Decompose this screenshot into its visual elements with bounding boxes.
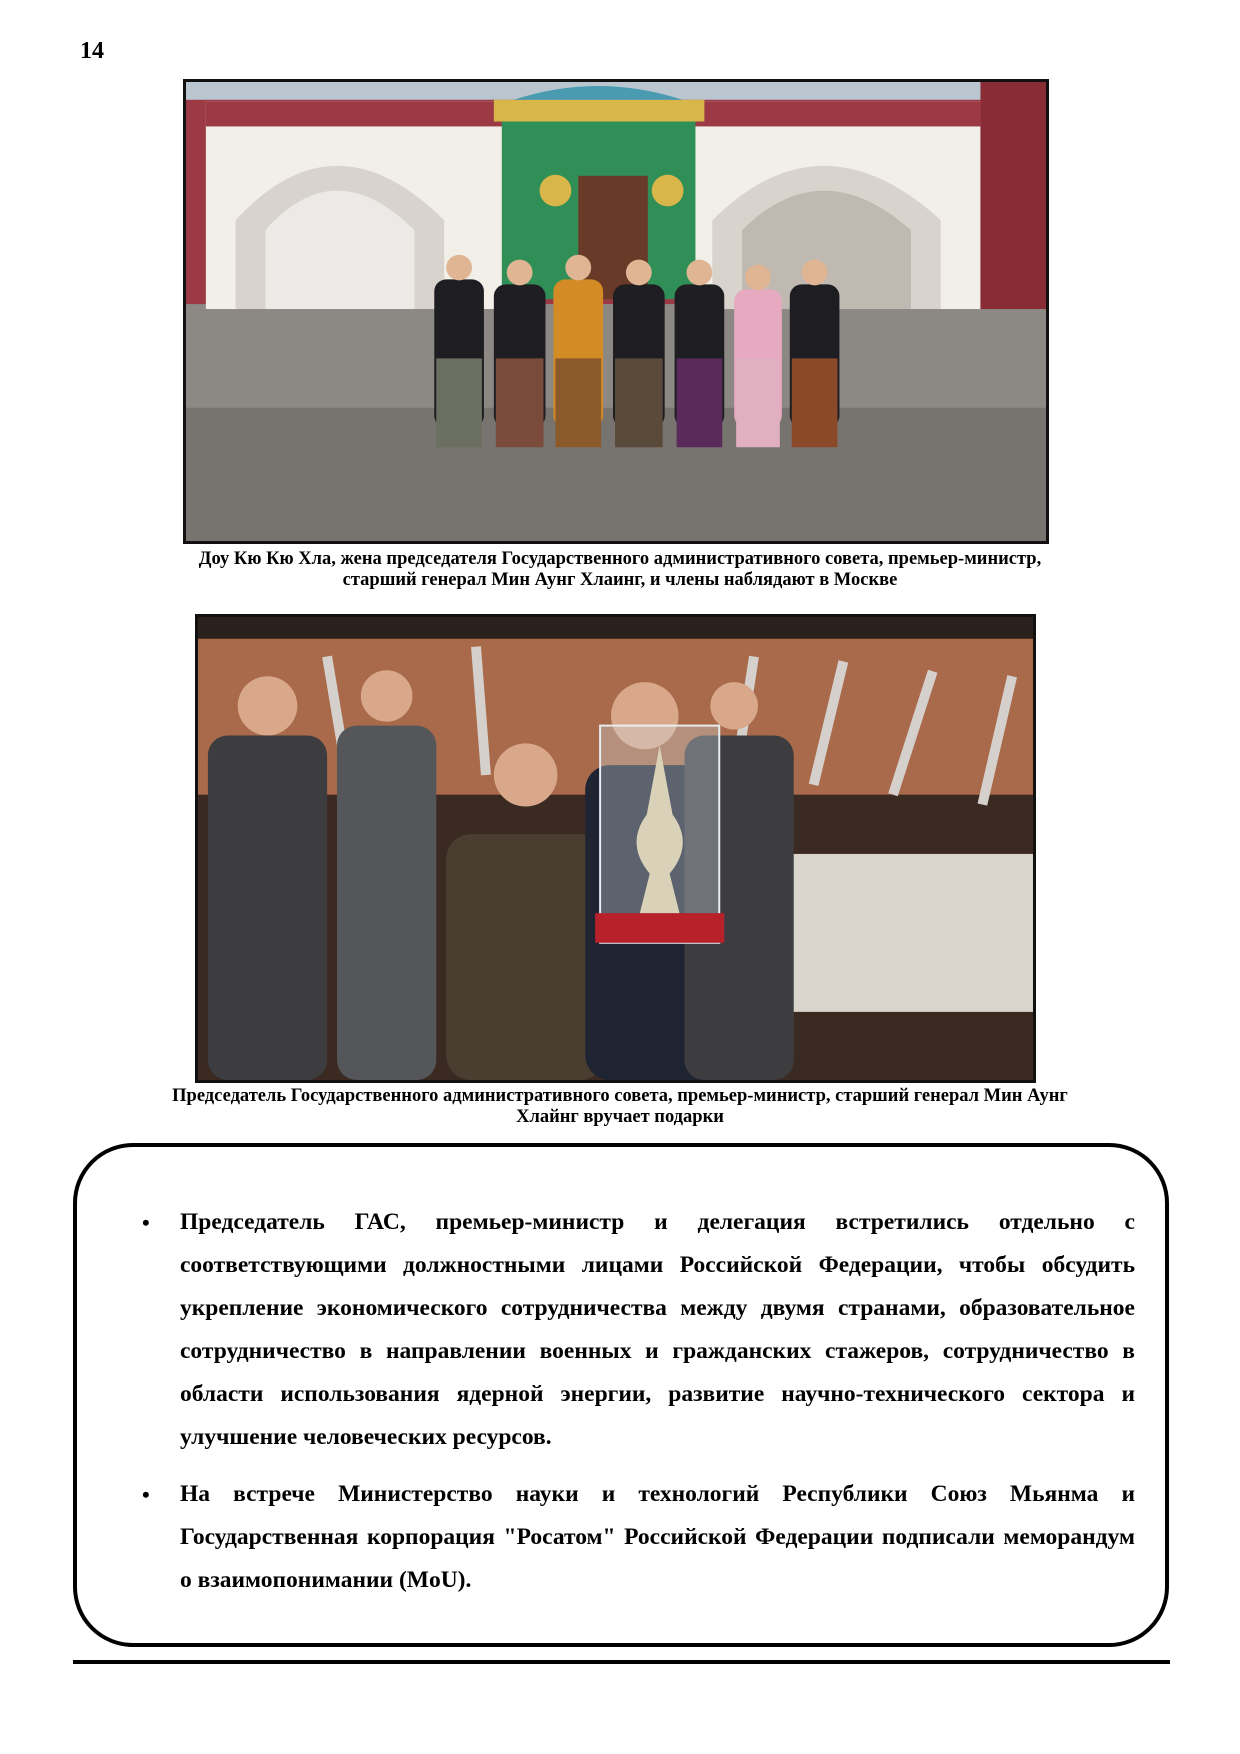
footer-rule — [73, 1660, 1170, 1664]
caption-line: Председатель Государственного административного совета, премьер-министр, старший генерал Мин Аунг — [172, 1086, 1068, 1106]
summary-item-text: На встрече Министерство науки и технологий Республики Союз Мьянма и Государственная корпорация "Росатом" Российской Федерации подписали меморандум о взаимопонимании (MoU). — [180, 1481, 1135, 1593]
caption-line: Доу Кю Кю Хла, жена председателя Государственного административного совета, премьер-министр, — [198, 549, 1042, 569]
summary-list — [142, 1201, 1135, 1602]
summary-item — [142, 1473, 1135, 1602]
photo-gift-presentation — [195, 614, 1036, 1083]
summary-item — [142, 1201, 1135, 1459]
summary-box — [73, 1143, 1169, 1647]
photo-illustration — [198, 617, 1033, 1080]
photo-caption-2 — [80, 1086, 1160, 1128]
page-number: 14 — [80, 38, 104, 64]
photo-illustration — [186, 82, 1046, 541]
bullet-icon: • — [142, 1482, 150, 1507]
caption-line: Хлайнг вручает подарки — [516, 1107, 724, 1127]
photo-caption-1 — [80, 549, 1160, 591]
photo-delegation-wives-moscow — [183, 79, 1049, 544]
caption-line: старший генерал Мин Аунг Хлаинг, и члены наблядают в Москве — [342, 570, 898, 590]
summary-item-text: Председатель ГАС, премьер-министр и делегация встретились отдельно с соответствующими должностными лицами Российской Федерации, чтобы обсудить укрепление экономического сотрудничества между двумя странами, образовательное сотрудничество в направлении военных и гражданских стажеров, сотрудничество в области использования ядерной энергии, развитие научно-технического сектора и улучшение человеческих ресурсов. — [180, 1209, 1135, 1450]
bullet-icon: • — [142, 1210, 150, 1235]
